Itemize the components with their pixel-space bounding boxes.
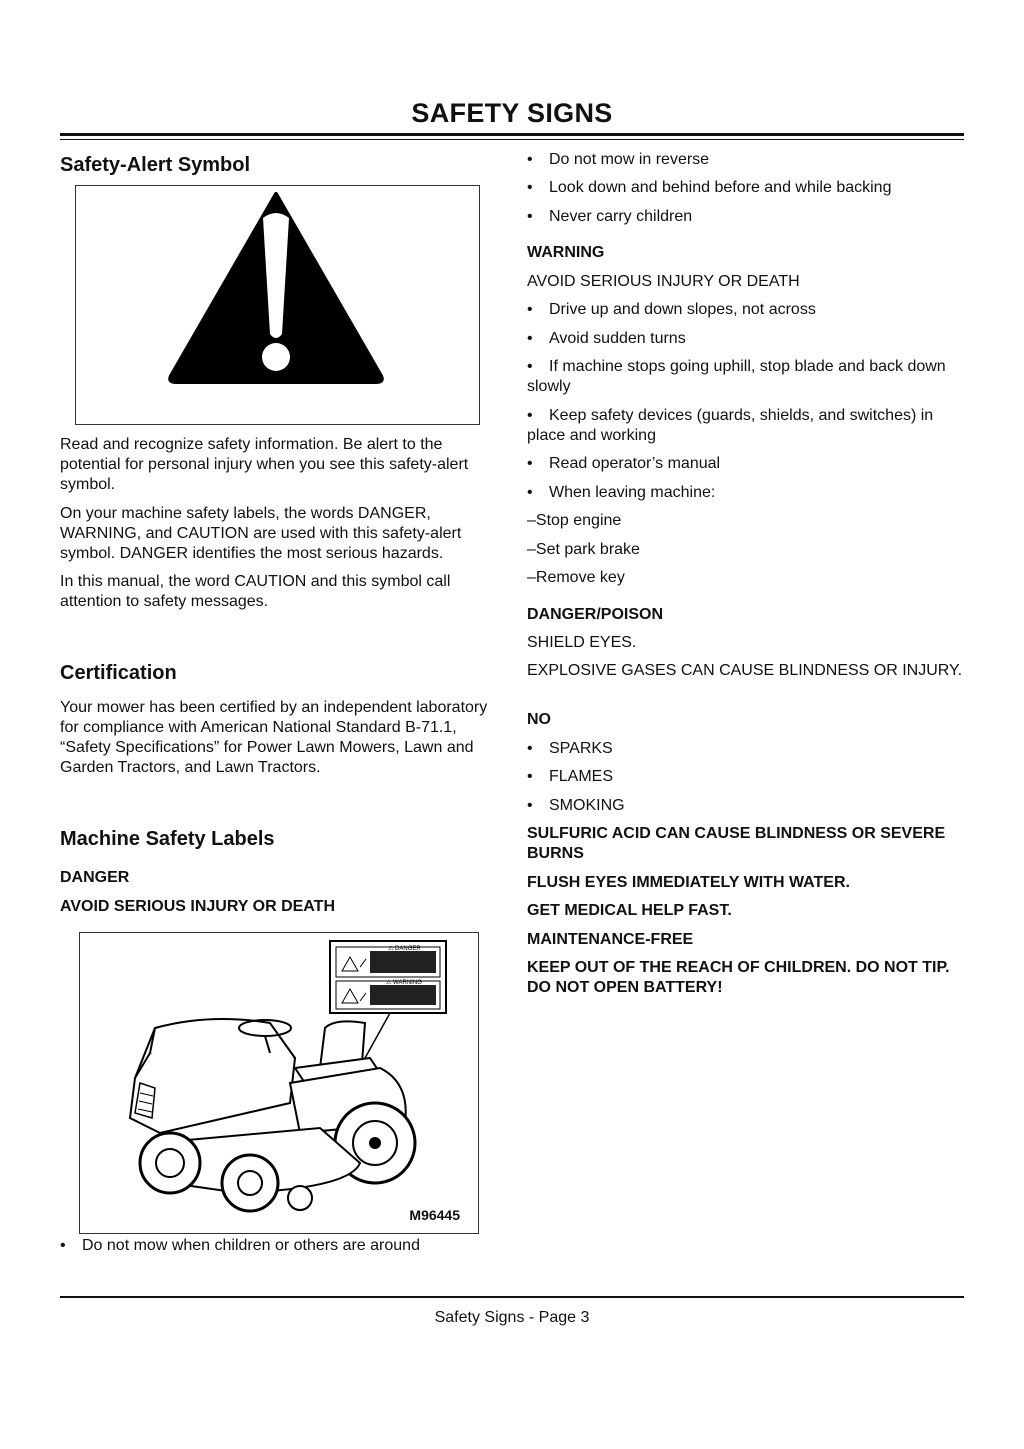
shield-eyes-text: SHIELD EYES. — [527, 634, 637, 651]
machine-safety-labels-heading: Machine Safety Labels — [60, 828, 275, 850]
step-stop-engine: –Stop engine — [527, 512, 622, 529]
warning-subheading: AVOID SERIOUS INJURY OR DEATH — [527, 273, 800, 290]
bullet-manual: • Read operator’s manual — [527, 455, 721, 472]
safety-alert-triangle-icon — [76, 186, 479, 424]
avoid-injury-heading: AVOID SERIOUS INJURY OR DEATH — [60, 898, 335, 915]
bullet-never-carry: • Never carry children — [527, 208, 693, 225]
danger-poison-heading: DANGER/POISON — [527, 606, 664, 623]
lawn-tractor-illustration — [80, 933, 478, 1233]
danger-heading: DANGER — [60, 869, 130, 886]
footer-rule — [60, 1296, 964, 1298]
sulfuric-acid-text: SULFURIC ACID CAN CAUSE BLINDNESS OR SEVERE BURNS — [527, 825, 946, 862]
figure-code: M96445 — [409, 1207, 460, 1223]
no-heading: NO — [527, 711, 551, 728]
safety-alert-figure — [75, 185, 480, 425]
bullet-sparks: • SPARKS — [527, 740, 613, 757]
bullet-smoking: • SMOKING — [527, 797, 625, 814]
maintenance-free-text: MAINTENANCE-FREE — [527, 931, 694, 948]
warning-heading: WARNING — [527, 244, 605, 261]
page-footer: Safety Signs - Page 3 — [434, 1309, 590, 1326]
bullet-flames: • FLAMES — [527, 768, 614, 785]
bullet-look-behind: • Look down and behind before and while backing — [527, 179, 892, 196]
title-rule-thick — [60, 133, 964, 136]
certification-paragraph: Your mower has been certified by an independent laboratory for compliance with American National Standard B-71.1, “Safety Specifications” for Power Lawn Mowers, Lawn and Garden Tractors, and Lawn Tractors. — [60, 699, 488, 776]
explosive-gases-text: EXPLOSIVE GASES CAN CAUSE BLINDNESS OR INJURY. — [527, 662, 963, 679]
alert-paragraph-2: On your machine safety labels, the words DANGER, WARNING, and CAUTION are used with this safety-alert symbol. DANGER identifies the most serious hazards. — [60, 505, 462, 562]
bullet-uphill: • If machine stops going uphill, stop blade and back down slowly — [527, 358, 946, 395]
title-rule-thin — [60, 139, 964, 140]
flush-eyes-text: FLUSH EYES IMMEDIATELY WITH WATER. — [527, 874, 850, 891]
label-warning-text: ⚠ WARNING — [386, 980, 422, 986]
medical-help-text: GET MEDICAL HELP FAST. — [527, 902, 732, 919]
step-remove-key: –Remove key — [527, 569, 625, 586]
certification-heading: Certification — [60, 662, 177, 684]
label-danger-text: ⚠ DANGER — [388, 946, 421, 952]
keep-out-text: KEEP OUT OF THE REACH OF CHILDREN. DO NOT TIP. DO NOT OPEN BATTERY! — [527, 959, 950, 996]
bullet-leaving: • When leaving machine: — [527, 484, 716, 501]
bullet-no-reverse: • Do not mow in reverse — [527, 151, 710, 168]
alert-paragraph-3: In this manual, the word CAUTION and this symbol call attention to safety messages. — [60, 573, 451, 610]
bullet-children: • Do not mow when children or others are around — [60, 1237, 420, 1254]
mower-label-figure — [79, 932, 479, 1234]
safety-alert-heading: Safety-Alert Symbol — [60, 154, 251, 176]
bullet-turns: • Avoid sudden turns — [527, 330, 686, 347]
bullet-safety-devices: • Keep safety devices (guards, shields, and switches) in place and working — [527, 407, 934, 444]
alert-paragraph-1: Read and recognize safety information. Be alert to the potential for personal injury when you see this safety-alert symbol. — [60, 436, 469, 493]
page-title: SAFETY SIGNS — [411, 98, 613, 128]
step-park-brake: –Set park brake — [527, 541, 640, 558]
bullet-slopes: • Drive up and down slopes, not across — [527, 301, 816, 318]
